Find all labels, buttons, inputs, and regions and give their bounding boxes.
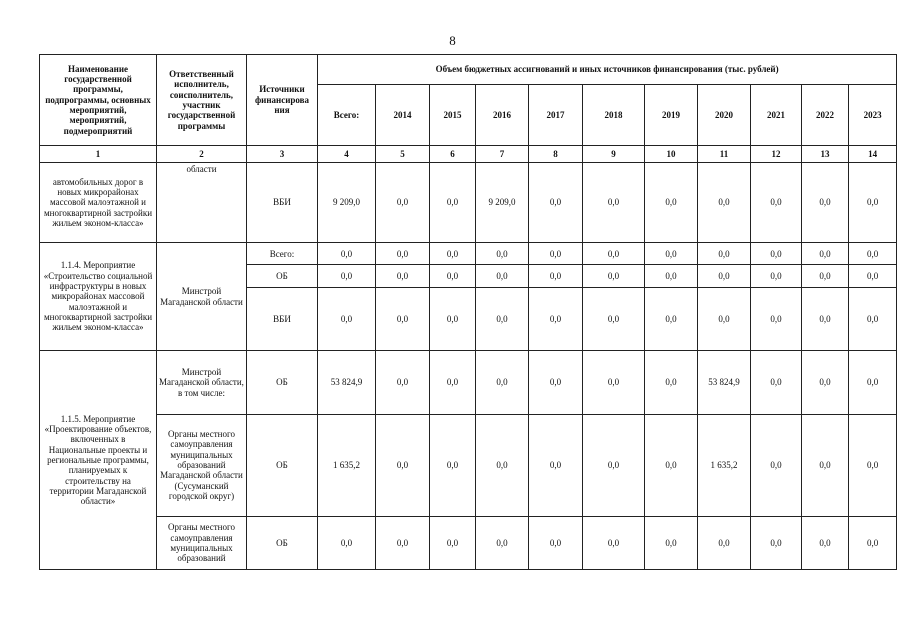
value-cell: 0,0 — [645, 414, 698, 516]
header-year: 2016 — [476, 84, 529, 145]
source-cell: ОБ — [247, 351, 318, 414]
table-row — [40, 163, 897, 243]
value-cell: 0,0 — [802, 516, 849, 569]
value-cell: 0,0 — [645, 351, 698, 414]
header-year: 2022 — [802, 84, 849, 145]
value-cell: 0,0 — [529, 163, 583, 243]
value-cell: 0,0 — [583, 242, 645, 264]
index-cell: 4 — [318, 145, 376, 162]
value-cell: 0,0 — [802, 265, 849, 287]
index-cell: 6 — [430, 145, 476, 162]
source-cell: ОБ — [247, 414, 318, 516]
value-cell: 0,0 — [376, 163, 430, 243]
value-cell: 0,0 — [376, 351, 430, 414]
header-year: 2018 — [583, 84, 645, 145]
value-cell: 0,0 — [751, 516, 802, 569]
table-row — [40, 242, 897, 264]
value-cell: 0,0 — [376, 414, 430, 516]
header-executor: Ответственный исполнитель, соисполнитель, участник государственной программы — [157, 55, 247, 146]
value-cell: 0,0 — [849, 414, 897, 516]
index-row — [40, 145, 897, 162]
value-cell: 0,0 — [645, 242, 698, 264]
value-cell: 0,0 — [583, 351, 645, 414]
source-cell: Всего: — [247, 242, 318, 264]
value-cell: 0,0 — [430, 242, 476, 264]
value-cell: 0,0 — [645, 163, 698, 243]
value-cell: 0,0 — [430, 351, 476, 414]
value-cell: 1 635,2 — [318, 414, 376, 516]
value-cell: 0,0 — [529, 351, 583, 414]
value-cell: 53 824,9 — [698, 351, 751, 414]
header-name: Наименование государственной программы, подпрограммы, основных мероприятий, мероприятий, подмероприятий — [40, 55, 157, 146]
header-year: 2020 — [698, 84, 751, 145]
value-cell: 0,0 — [583, 516, 645, 569]
value-cell: 0,0 — [318, 265, 376, 287]
activity-name: 1.1.5. Мероприятие «Проектирование объектов, включенных в Национальные проекты и региональные программы, планируемых к строительству на территории Магаданской области» — [40, 351, 157, 570]
value-cell: 0,0 — [751, 414, 802, 516]
value-cell: 0,0 — [802, 163, 849, 243]
value-cell: 0,0 — [849, 516, 897, 569]
table-row — [40, 414, 897, 516]
value-cell: 0,0 — [583, 414, 645, 516]
table-row — [40, 351, 897, 414]
value-cell: 0,0 — [376, 242, 430, 264]
index-cell: 1 — [40, 145, 157, 162]
header-year: 2021 — [751, 84, 802, 145]
value-cell: 0,0 — [376, 265, 430, 287]
value-cell: 0,0 — [698, 287, 751, 350]
executor-cell: Органы местного самоуправления муниципальных образований Магаданской области (Сусуманский городской округ) — [157, 414, 247, 516]
header-year: 2014 — [376, 84, 430, 145]
value-cell: 53 824,9 — [318, 351, 376, 414]
header-group: Объем бюджетных ассигнований и иных источников финансирования (тыс. рублей) — [318, 55, 897, 85]
index-cell: 5 — [376, 145, 430, 162]
value-cell: 0,0 — [849, 265, 897, 287]
value-cell: 0,0 — [318, 516, 376, 569]
value-cell: 0,0 — [849, 351, 897, 414]
executor-cell: Органы местного самоуправления муниципальных образований — [157, 516, 247, 569]
value-cell: 0,0 — [645, 265, 698, 287]
value-cell: 1 635,2 — [698, 414, 751, 516]
index-cell: 14 — [849, 145, 897, 162]
value-cell: 0,0 — [645, 516, 698, 569]
value-cell: 0,0 — [751, 287, 802, 350]
value-cell: 0,0 — [476, 287, 529, 350]
page-number: 8 — [449, 33, 456, 48]
value-cell: 9 209,0 — [318, 163, 376, 243]
source-cell: ВБИ — [247, 163, 318, 243]
index-cell: 11 — [698, 145, 751, 162]
header-year: 2023 — [849, 84, 897, 145]
value-cell: 0,0 — [430, 265, 476, 287]
index-cell: 12 — [751, 145, 802, 162]
index-cell: 7 — [476, 145, 529, 162]
source-cell: ОБ — [247, 516, 318, 569]
value-cell: 0,0 — [645, 287, 698, 350]
value-cell: 0,0 — [430, 163, 476, 243]
index-cell: 9 — [583, 145, 645, 162]
index-cell: 8 — [529, 145, 583, 162]
value-cell: 0,0 — [476, 242, 529, 264]
value-cell: 0,0 — [476, 516, 529, 569]
value-cell: 9 209,0 — [476, 163, 529, 243]
value-cell: 0,0 — [476, 265, 529, 287]
executor-cell: области — [157, 163, 247, 243]
value-cell: 0,0 — [698, 163, 751, 243]
value-cell: 0,0 — [698, 242, 751, 264]
value-cell: 0,0 — [849, 163, 897, 243]
source-cell: ВБИ — [247, 287, 318, 350]
activity-name: 1.1.4. Мероприятие «Строительство социальной инфраструктуры в новых микрорайонах массовой малоэтажной и многоквартирной застройки жильем эконом-класса» — [40, 242, 157, 350]
value-cell: 0,0 — [529, 242, 583, 264]
value-cell: 0,0 — [430, 287, 476, 350]
index-cell: 10 — [645, 145, 698, 162]
value-cell: 0,0 — [318, 287, 376, 350]
value-cell: 0,0 — [529, 414, 583, 516]
financing-table — [39, 54, 897, 570]
value-cell: 0,0 — [529, 516, 583, 569]
value-cell: 0,0 — [802, 287, 849, 350]
value-cell: 0,0 — [802, 414, 849, 516]
value-cell: 0,0 — [751, 265, 802, 287]
header-year: 2017 — [529, 84, 583, 145]
header-total: Всего: — [318, 84, 376, 145]
value-cell: 0,0 — [476, 351, 529, 414]
table-row — [40, 516, 897, 569]
executor-cell: Минстрой Магаданской области — [157, 242, 247, 350]
value-cell: 0,0 — [583, 265, 645, 287]
header-year: 2019 — [645, 84, 698, 145]
index-cell: 13 — [802, 145, 849, 162]
value-cell: 0,0 — [430, 516, 476, 569]
value-cell: 0,0 — [751, 351, 802, 414]
value-cell: 0,0 — [698, 265, 751, 287]
header-source: Источники финансирова ния — [247, 55, 318, 146]
value-cell: 0,0 — [376, 287, 430, 350]
value-cell: 0,0 — [318, 242, 376, 264]
value-cell: 0,0 — [430, 414, 476, 516]
header-row-1 — [40, 55, 897, 85]
value-cell: 0,0 — [476, 414, 529, 516]
value-cell: 0,0 — [849, 287, 897, 350]
value-cell: 0,0 — [751, 163, 802, 243]
value-cell: 0,0 — [698, 516, 751, 569]
value-cell: 0,0 — [802, 242, 849, 264]
value-cell: 0,0 — [849, 242, 897, 264]
index-cell: 3 — [247, 145, 318, 162]
value-cell: 0,0 — [583, 287, 645, 350]
header-year: 2015 — [430, 84, 476, 145]
activity-name: автомобильных дорог в новых микрорайонах массовой малоэтажной и многоквартирной застройки жильем эконом-класса» — [40, 163, 157, 243]
value-cell: 0,0 — [529, 265, 583, 287]
source-cell: ОБ — [247, 265, 318, 287]
index-cell: 2 — [157, 145, 247, 162]
value-cell: 0,0 — [583, 163, 645, 243]
value-cell: 0,0 — [802, 351, 849, 414]
value-cell: 0,0 — [376, 516, 430, 569]
value-cell: 0,0 — [529, 287, 583, 350]
value-cell: 0,0 — [751, 242, 802, 264]
executor-cell: Минстрой Магаданской области, в том числе: — [157, 351, 247, 414]
